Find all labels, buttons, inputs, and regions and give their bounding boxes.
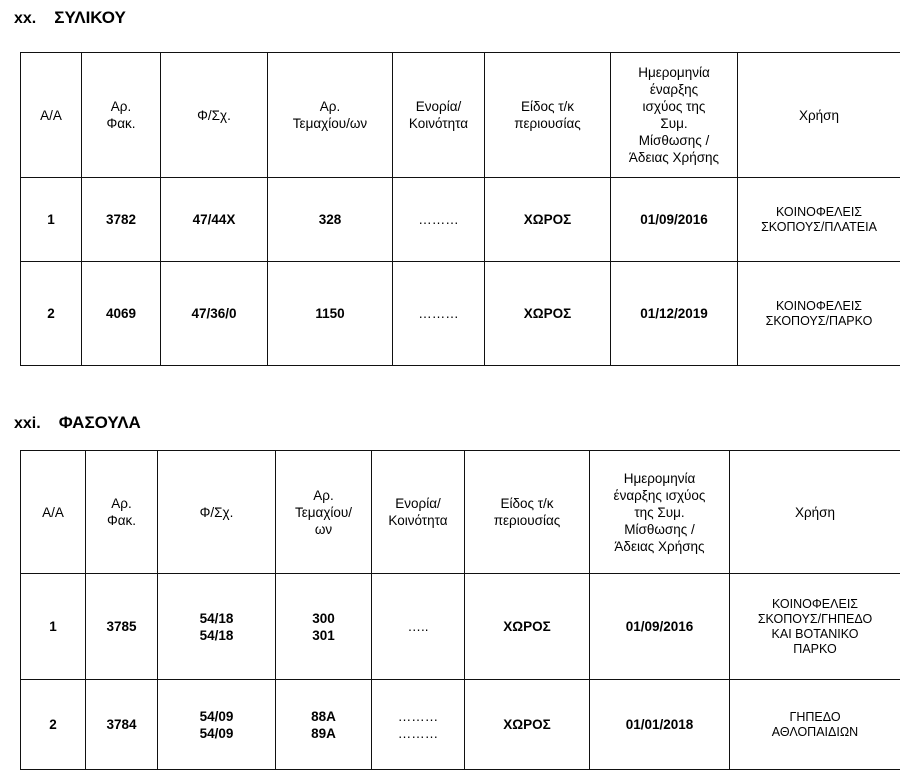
- sheet-plan: 47/44Χ: [161, 178, 268, 262]
- section-number: xxi.: [14, 415, 41, 433]
- header-cell: Ημερομηνία έναρξης ισχύος της Συμ. Μίσθωσης / Άδειας Χρήσης: [590, 451, 730, 574]
- file-number: 3782: [82, 178, 161, 262]
- header-cell: Είδος τ/κ περιουσίας: [485, 53, 611, 178]
- header-cell: Αρ. Τεμαχίου/ ων: [276, 451, 372, 574]
- header-cell: Φ/Σχ.: [161, 53, 268, 178]
- property-type: ΧΩΡΟΣ: [465, 680, 590, 770]
- header-cell: Αρ. Φακ.: [82, 53, 161, 178]
- table-row: [21, 574, 900, 680]
- property-type: ΧΩΡΟΣ: [485, 262, 611, 366]
- row-index: 1: [21, 574, 86, 680]
- file-number: 3784: [86, 680, 158, 770]
- header-cell: Φ/Σχ.: [158, 451, 276, 574]
- usage: ΚΟΙΝΟΦΕΛΕΙΣ ΣΚΟΠΟΥΣ/ΠΑΡΚΟ: [738, 262, 900, 366]
- parish: …..: [372, 574, 465, 680]
- table-row: [21, 262, 900, 366]
- file-number: 4069: [82, 262, 161, 366]
- start-date: 01/09/2016: [590, 574, 730, 680]
- header-cell: Αρ. Τεμαχίου/ων: [268, 53, 393, 178]
- header-cell: Ημερομηνία έναρξης ισχύος της Συμ. Μίσθωσης / Άδειας Χρήσης: [611, 53, 738, 178]
- section-heading: [14, 413, 141, 433]
- sheet-plan: 54/09 54/09: [158, 680, 276, 770]
- sheet-plan: 54/18 54/18: [158, 574, 276, 680]
- property-type: ΧΩΡΟΣ: [485, 178, 611, 262]
- usage: ΓΗΠΕΔΟ ΑΘΛΟΠΑΙΔΙΩΝ: [730, 680, 900, 770]
- usage: ΚΟΙΝΟΦΕΛΕΙΣ ΣΚΟΠΟΥΣ/ΓΗΠΕΔΟ ΚΑΙ ΒΟΤΑΝΙΚΟ ΠΑΡΚΟ: [730, 574, 900, 680]
- parish: ………: [393, 262, 485, 366]
- row-index: 1: [21, 178, 82, 262]
- header-cell: Χρήση: [738, 53, 900, 178]
- parish: ………: [393, 178, 485, 262]
- header-cell: Χρήση: [730, 451, 900, 574]
- property-type: ΧΩΡΟΣ: [465, 574, 590, 680]
- header-cell: Αρ. Φακ.: [86, 451, 158, 574]
- section-heading: [14, 8, 126, 28]
- plot-number: 1150: [268, 262, 393, 366]
- plot-number: 88Α 89Α: [276, 680, 372, 770]
- header-cell: Ενορία/ Κοινότητα: [393, 53, 485, 178]
- section-title: ΣΥΛΙΚΟΥ: [54, 8, 126, 27]
- table-row: [21, 178, 900, 262]
- header-cell: Α/Α: [21, 451, 86, 574]
- property-table-fasoula: [20, 450, 900, 770]
- header-cell: Είδος τ/κ περιουσίας: [465, 451, 590, 574]
- table-header-row: [21, 451, 900, 574]
- row-index: 2: [21, 262, 82, 366]
- start-date: 01/01/2018: [590, 680, 730, 770]
- start-date: 01/09/2016: [611, 178, 738, 262]
- sheet-plan: 47/36/0: [161, 262, 268, 366]
- plot-number: 300 301: [276, 574, 372, 680]
- parish: ……… ………: [372, 680, 465, 770]
- property-table-sylikou: [20, 52, 900, 366]
- table-header-row: [21, 53, 900, 178]
- file-number: 3785: [86, 574, 158, 680]
- usage: ΚΟΙΝΟΦΕΛΕΙΣ ΣΚΟΠΟΥΣ/ΠΛΑΤΕΙΑ: [738, 178, 900, 262]
- header-cell: Α/Α: [21, 53, 82, 178]
- section-number: xx.: [14, 10, 36, 28]
- section-title: ΦΑΣΟΥΛΑ: [59, 413, 141, 432]
- row-index: 2: [21, 680, 86, 770]
- table-row: [21, 680, 900, 770]
- header-cell: Ενορία/ Κοινότητα: [372, 451, 465, 574]
- start-date: 01/12/2019: [611, 262, 738, 366]
- plot-number: 328: [268, 178, 393, 262]
